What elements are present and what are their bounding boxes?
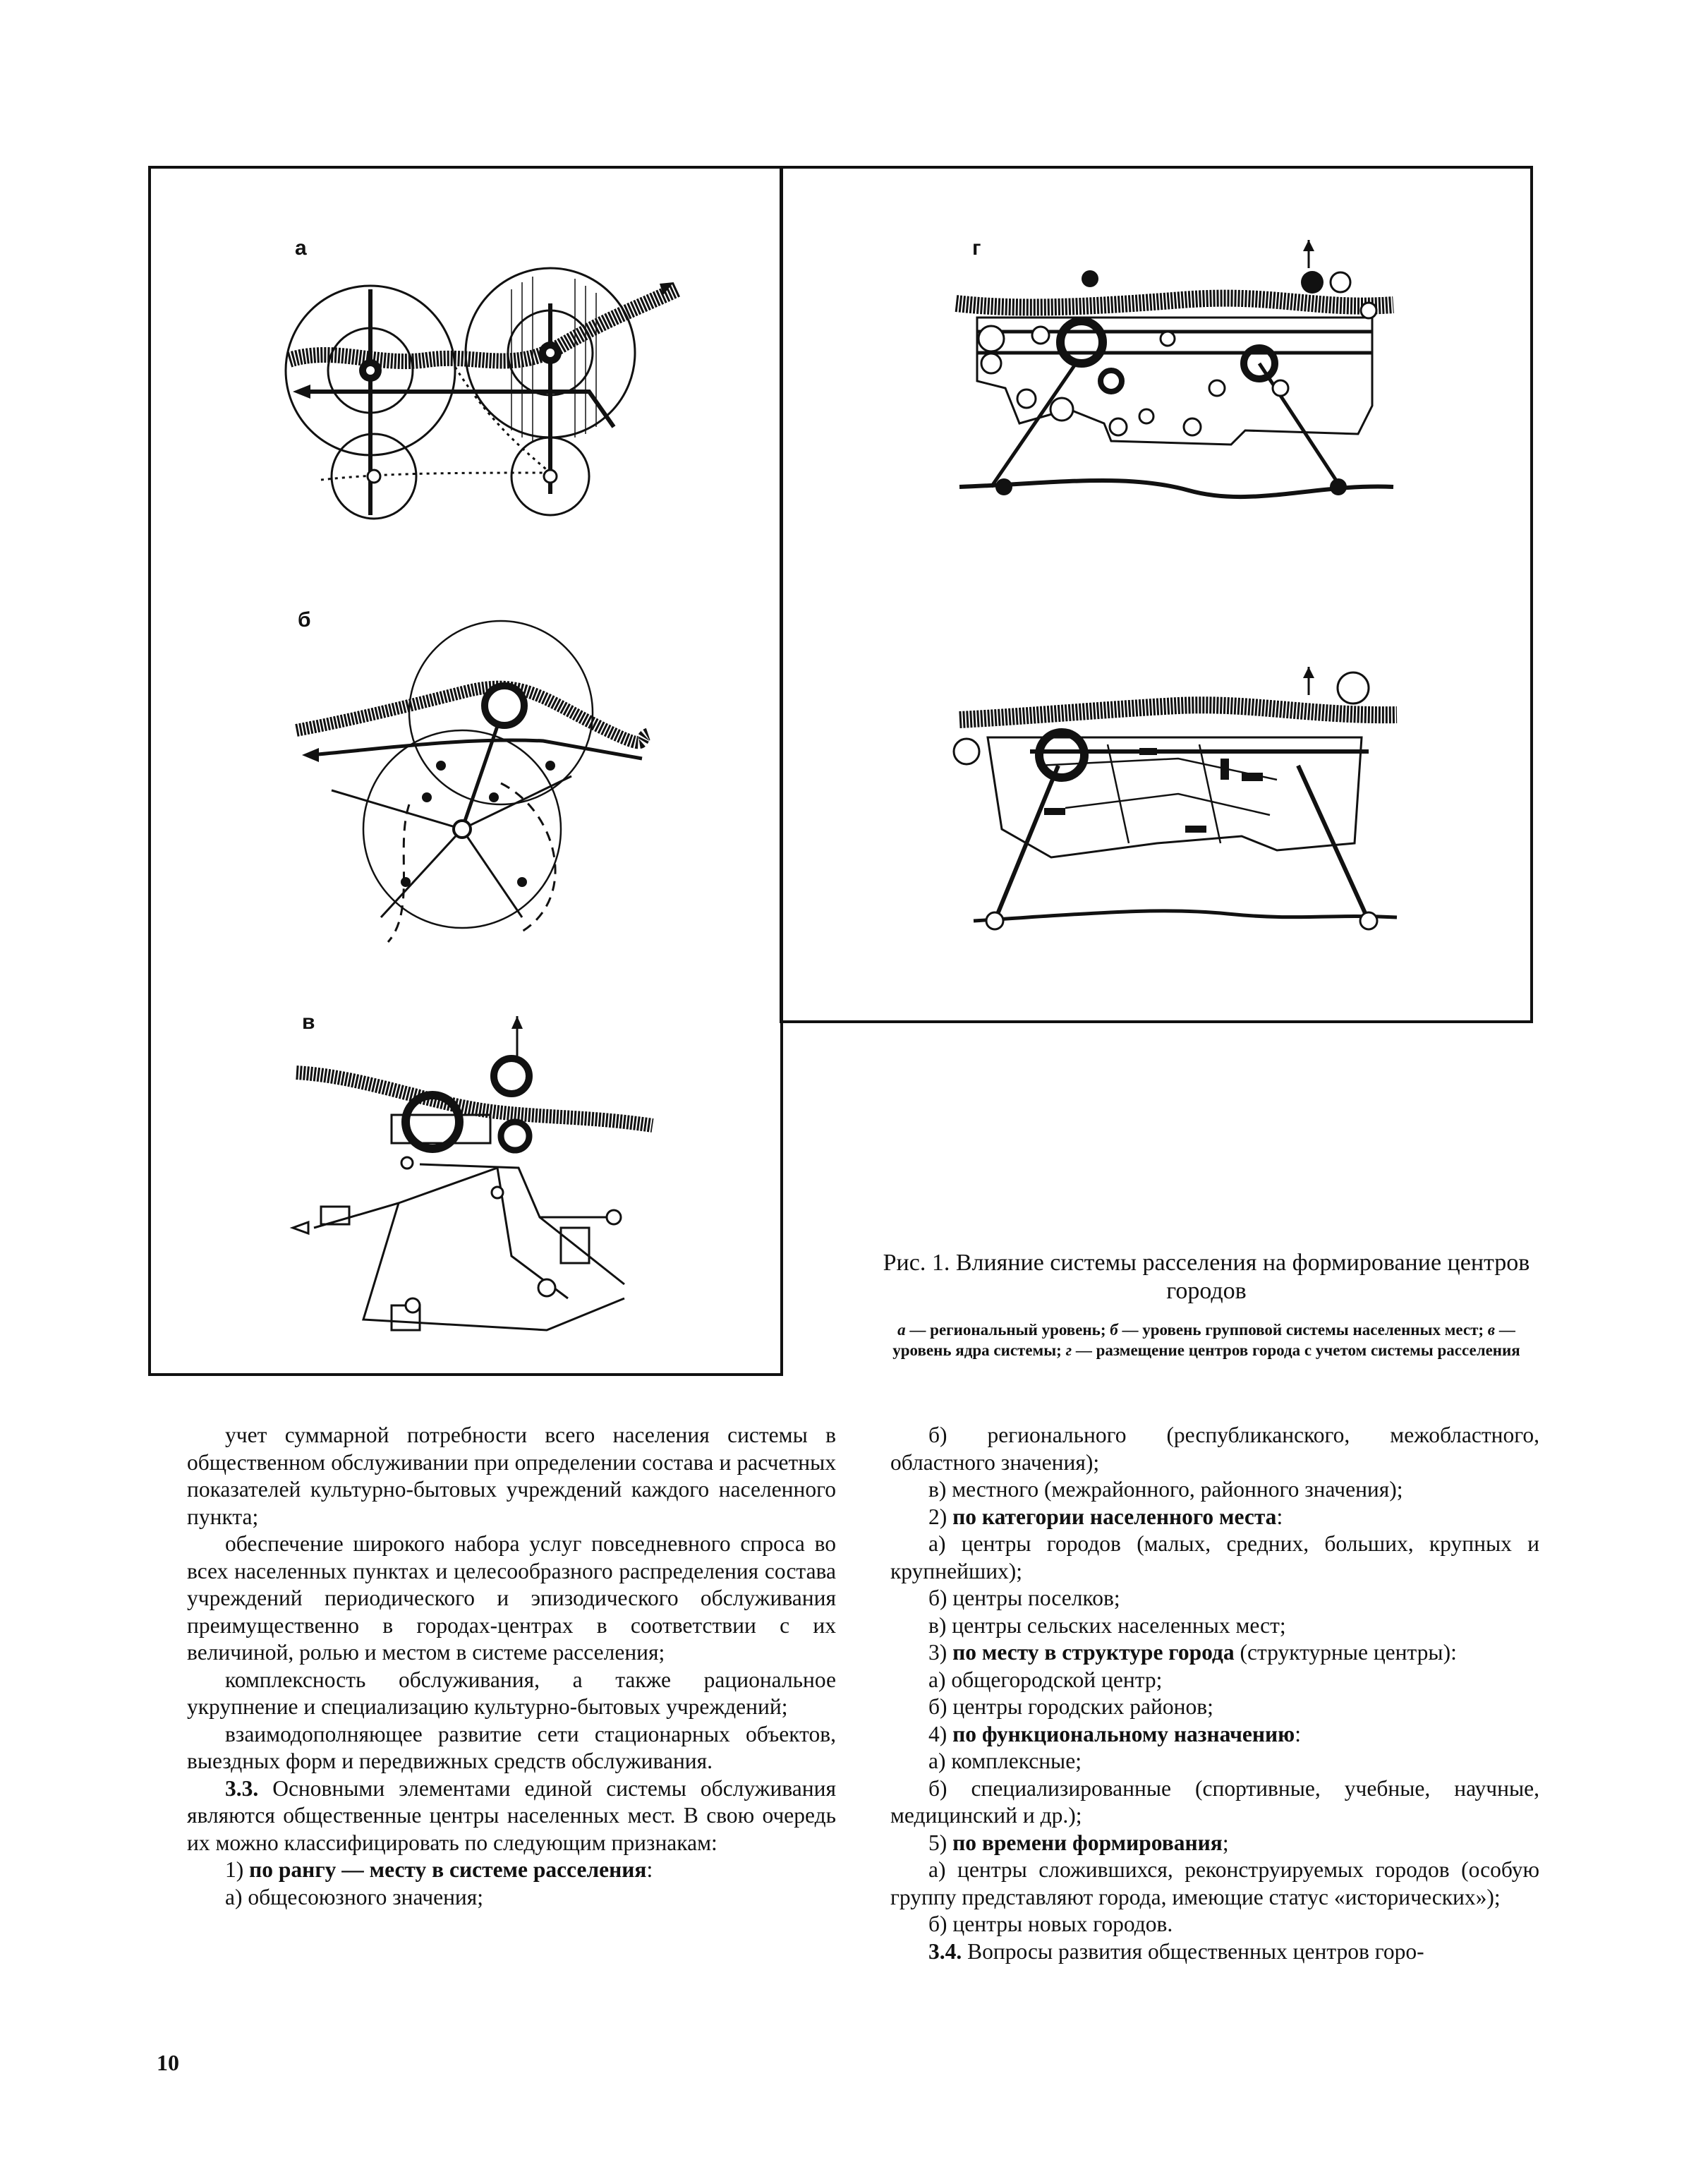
list-number: 2) (928, 1504, 953, 1529)
legend-key-b: б (1110, 1321, 1118, 1339)
list-tail: ; (1222, 1830, 1229, 1855)
list-item: а) центры сложившихся, реконструируемых городов (особую группу представляют города, имеющие статус «исторических»); (890, 1857, 1539, 1909)
list-item: б) регионального (республиканского, межобластного, областного значения); (890, 1423, 1539, 1475)
list-item: б) центры новых городов. (928, 1912, 1173, 1936)
paragraph-text: Вопросы развития общественных центров горо- (962, 1938, 1424, 1964)
list-item (187, 1857, 836, 1884)
list-heading: по времени формирования (952, 1830, 1223, 1855)
plan-a-diagram (279, 261, 688, 529)
list-item: а) центры городов (малых, средних, больших, крупных и крупнейших); (890, 1531, 1539, 1583)
legend-text-a: — региональный уровень; (905, 1321, 1110, 1339)
plan-label-g: г (972, 236, 981, 260)
list-tail: : (1276, 1504, 1283, 1529)
plan-label-v: в (302, 1010, 315, 1034)
paragraph-text: Основными элементами единой системы обслуживания являются общественные центры населенных мест. В свою очередь их можно классифицировать по следующим признакам: (187, 1775, 836, 1855)
list-tail: (структурные центры): (1234, 1640, 1457, 1665)
paragraph: комплексность обслуживания, а также рациональное укрупнение и специализацию культурно-бытовых учреждений; (187, 1667, 836, 1719)
figure-caption-title: Рис. 1. Влияние системы расселения на формирование центров городов (883, 1250, 1530, 1304)
plan-g-upper-diagram (949, 240, 1400, 522)
list-tail: : (646, 1857, 653, 1882)
list-item (890, 1504, 1539, 1531)
list-item: а) общегородской центр; (928, 1667, 1163, 1692)
paragraph: учет суммарной потребности всего населения системы в общественном обслуживании при определении состава и расчетных показателей культурно-бытовых учреждений каждого населенного пункта; (187, 1423, 836, 1529)
list-number: 1) (225, 1857, 250, 1882)
list-tail: : (1295, 1721, 1301, 1746)
list-item (890, 1721, 1539, 1749)
list-number: 5) (928, 1830, 953, 1855)
list-number: 3) (928, 1640, 953, 1665)
list-heading: по рангу — месту в системе расселения (249, 1857, 647, 1882)
legend-key-g: г (1065, 1341, 1072, 1359)
paragraph-section-3-4 (890, 1938, 1539, 1966)
list-item: б) центры поселков; (928, 1586, 1120, 1610)
legend-text-v: — уровень ядра системы; (892, 1321, 1515, 1359)
list-item: в) местного (межрайонного, районного значения); (928, 1477, 1403, 1502)
figure-caption-legend (868, 1320, 1545, 1360)
text-column-right (890, 1422, 1539, 1965)
list-item: а) комплексные; (928, 1749, 1082, 1773)
legend-text-g: — размещение центров города с учетом системы расселения (1072, 1341, 1520, 1359)
text-column-left (187, 1422, 836, 1911)
legend-key-v: в (1487, 1321, 1496, 1339)
list-item: а) общесоюзного значения; (225, 1884, 484, 1909)
section-number: 3.4. (928, 1938, 962, 1964)
plan-label-b: б (298, 608, 311, 632)
list-item (890, 1639, 1539, 1667)
list-heading: по категории населенного места (952, 1504, 1277, 1529)
list-item: в) центры сельских населенных мест; (928, 1612, 1286, 1638)
list-number: 4) (928, 1721, 953, 1746)
page-number: 10 (157, 2050, 179, 2075)
paragraph: взаимодополняющее развитие сети стационарных объектов, выездных форм и передвижных средств обслуживания. (187, 1721, 836, 1773)
list-item: б) специализированные (спортивные, учебные, научные, медицинский и др.); (890, 1775, 1539, 1828)
plan-label-a: а (295, 236, 307, 260)
section-number: 3.3. (225, 1775, 259, 1801)
plan-g-lower-diagram (945, 667, 1404, 949)
legend-text-b: — уровень групповой системы населенных мест; (1118, 1321, 1488, 1339)
plan-v-diagram (286, 1016, 667, 1355)
plan-b-diagram (289, 614, 656, 953)
list-heading: по функциональному назначению (952, 1721, 1295, 1746)
list-heading: по месту в структуре города (952, 1640, 1235, 1665)
legend-key-a: а (897, 1321, 906, 1339)
paragraph-section-3-3 (187, 1775, 836, 1857)
list-item: б) центры городских районов; (928, 1694, 1213, 1719)
paragraph: обеспечение широкого набора услуг повседневного спроса во всех населенных пунктах и целесообразного распределения состава учреждений периодического и эпизодического обслуживания преимущественно в городах-центрах в соответствии с их величиной, ролью и местом в системе расселения; (187, 1531, 836, 1665)
list-item (890, 1830, 1539, 1857)
